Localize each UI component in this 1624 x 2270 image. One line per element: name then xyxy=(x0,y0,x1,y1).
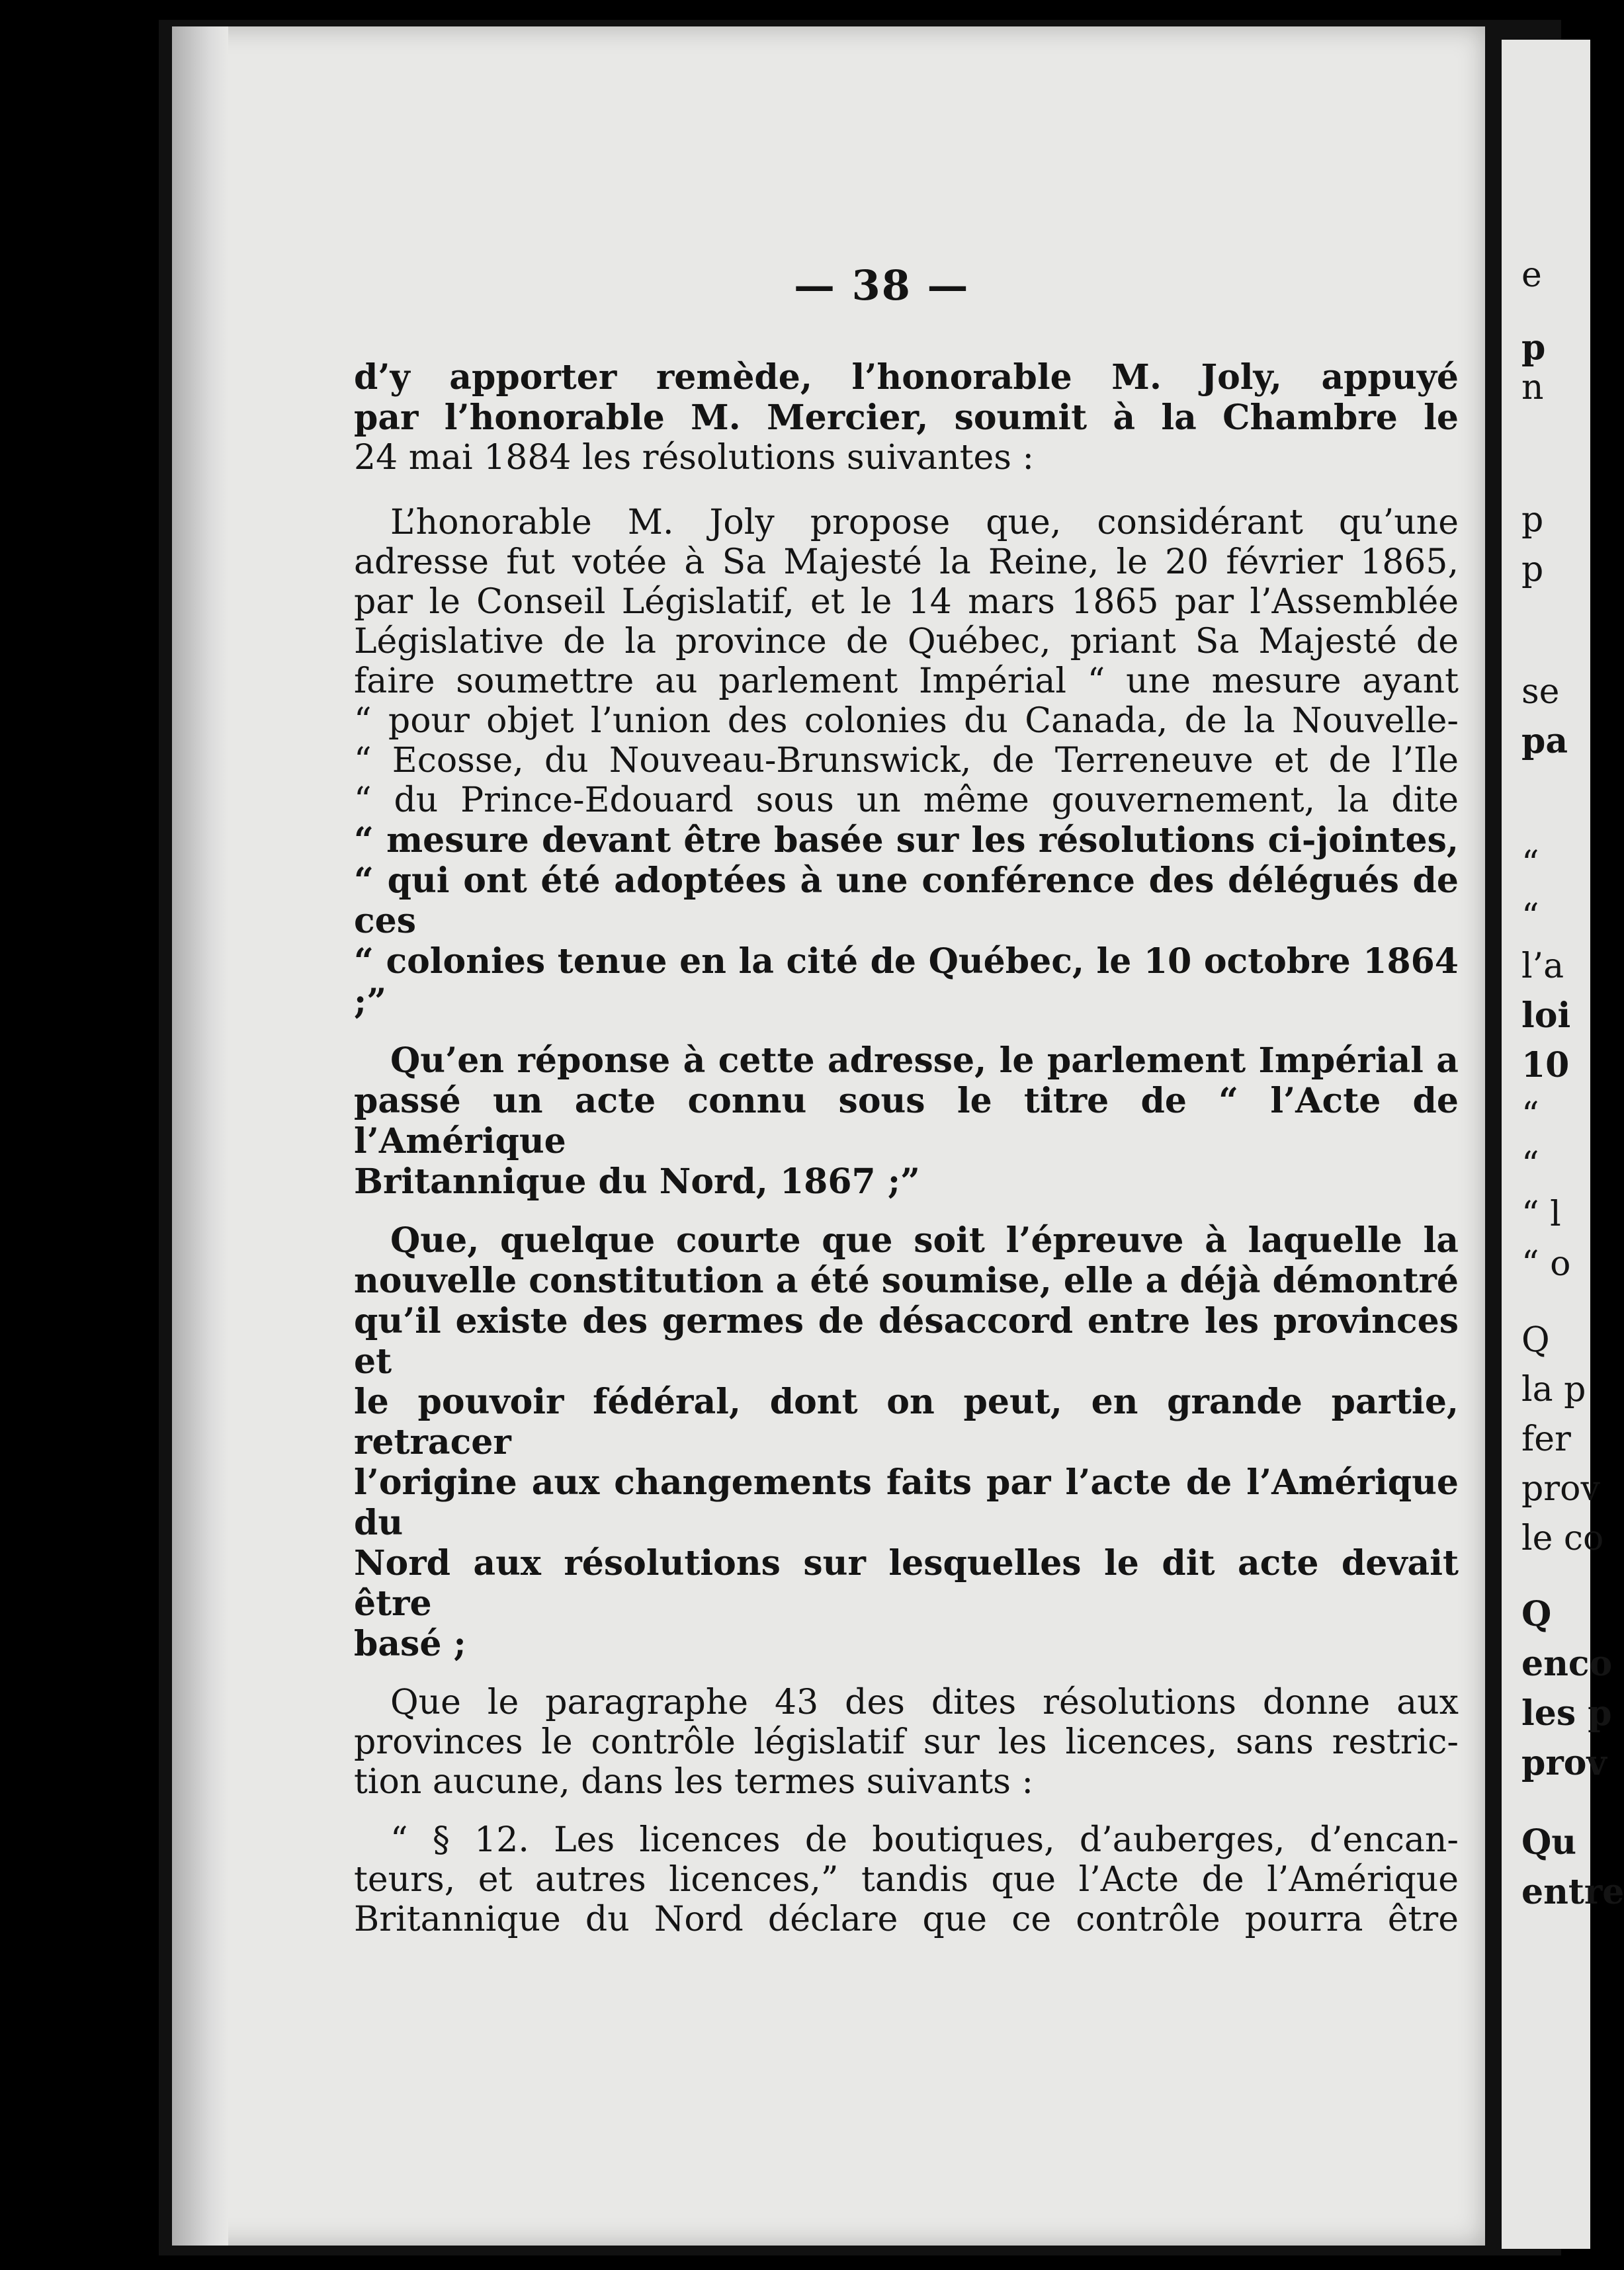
text-line: Que le paragraphe 43 des dites résolutions donne aux xyxy=(390,1683,1459,1722)
facing-text-fragment: n xyxy=(1521,368,1544,407)
paragraph-1 xyxy=(354,357,1459,478)
text-line: “ du Prince-Edouard sous un même gouvernement, la dite xyxy=(354,780,1459,820)
paragraph-2 xyxy=(354,503,1459,1022)
facing-text-fragment: “ xyxy=(1521,897,1539,937)
facing-text-fragment: l’a xyxy=(1521,946,1564,986)
text-line: adresse fut votée à Sa Majesté la Reine, le 20 février 1865, xyxy=(354,542,1459,582)
text-line: Britannique du Nord déclare que ce contrôle pourra être xyxy=(354,1900,1459,1939)
text-line: Que, quelque courte que soit l’épreuve à laquelle la xyxy=(390,1220,1459,1261)
facing-text-fragment: loi xyxy=(1521,995,1571,1036)
page-number: — 38 — xyxy=(794,261,970,310)
facing-text-fragment: entre xyxy=(1521,1872,1624,1912)
facing-text-fragment: p xyxy=(1521,327,1546,368)
text-line: tion aucune, dans les termes suivants : xyxy=(354,1762,1034,1802)
facing-text-fragment: p xyxy=(1521,550,1544,589)
text-line: par le Conseil Législatif, et le 14 mars 1865 par l’Assemblée xyxy=(354,582,1459,622)
text-line: nouvelle constitution a été soumise, elle a déjà démontré xyxy=(354,1261,1459,1301)
facing-page-edge xyxy=(1502,40,1624,2249)
text-line: Britannique du Nord, 1867 ;” xyxy=(354,1161,920,1202)
text-line: faire soumettre au parlement Impérial “ une mesure ayant xyxy=(354,661,1459,701)
facing-text-fragment: la p xyxy=(1521,1370,1586,1409)
facing-text-fragment: se xyxy=(1521,672,1560,712)
text-line: “ mesure devant être basée sur les résolutions ci-jointes, xyxy=(354,820,1459,861)
facing-text-fragment: le co xyxy=(1521,1519,1604,1558)
text-line: L’honorable M. Joly propose que, considérant qu’une xyxy=(390,503,1459,542)
page-body xyxy=(354,357,1459,1939)
facing-text-fragment: “ xyxy=(1521,1095,1539,1135)
text-line: “ § 12. Les licences de boutiques, d’auberges, d’encan- xyxy=(390,1820,1459,1860)
facing-text-fragment: “ o xyxy=(1521,1244,1571,1284)
facing-text-fragment: les p xyxy=(1521,1693,1612,1734)
paragraph-3 xyxy=(354,1040,1459,1202)
text-line: passé un acte connu sous le titre de “ l’Acte de l’Amérique xyxy=(354,1081,1459,1161)
text-line: “ qui ont été adoptées à une conférence des délégués de ces xyxy=(354,861,1459,941)
text-line: Nord aux résolutions sur lesquelles le dit acte devait être xyxy=(354,1543,1459,1624)
text-line: d’y apporter remède, l’honorable M. Joly, appuyé xyxy=(354,357,1459,398)
page-gutter xyxy=(172,26,228,2246)
facing-text-fragment: prov xyxy=(1521,1743,1607,1783)
paragraph-5 xyxy=(354,1683,1459,1802)
facing-text-fragment: “ xyxy=(1521,1145,1539,1185)
text-line: le pouvoir fédéral, dont on peut, en grande partie, retracer xyxy=(354,1382,1459,1462)
text-line: qu’il existe des germes de désaccord entre les provinces et xyxy=(354,1301,1459,1382)
facing-text-fragment: pa xyxy=(1521,721,1568,761)
facing-text-fragment: e xyxy=(1521,255,1542,295)
text-line: Qu’en réponse à cette adresse, le parlement Impérial a xyxy=(390,1040,1459,1081)
text-line: Législative de la province de Québec, priant Sa Majesté de xyxy=(354,622,1459,661)
text-line: par l’honorable M. Mercier, soumit à la Chambre le xyxy=(354,398,1459,438)
facing-text-fragment: “ l xyxy=(1521,1195,1561,1234)
facing-text-fragment: Q xyxy=(1521,1320,1550,1360)
text-line: provinces le contrôle législatif sur les licences, sans restric- xyxy=(354,1722,1459,1762)
facing-text-fragment: fer xyxy=(1521,1419,1571,1459)
text-line: basé ; xyxy=(354,1624,466,1664)
text-line: “ colonies tenue en la cité de Québec, le 10 octobre 1864 ;” xyxy=(354,941,1459,1022)
facing-text-fragment: p xyxy=(1521,500,1544,540)
facing-text-fragment: prov xyxy=(1521,1469,1600,1509)
facing-text-fragment: Qu xyxy=(1521,1822,1577,1863)
text-line: “ pour objet l’union des colonies du Canada, de la Nouvelle- xyxy=(354,701,1459,741)
facing-text-fragment: 10 xyxy=(1521,1045,1570,1085)
paragraph-4 xyxy=(354,1220,1459,1664)
paragraph-6 xyxy=(354,1820,1459,1939)
text-line: teurs, et autres licences,” tandis que l’Acte de l’Amérique xyxy=(354,1860,1459,1900)
facing-text-fragment: Q xyxy=(1521,1594,1552,1634)
text-line: l’origine aux changements faits par l’acte de l’Amérique du xyxy=(354,1462,1459,1543)
text-line: 24 mai 1884 les résolutions suivantes : xyxy=(354,438,1035,478)
facing-text-fragment: enco xyxy=(1521,1644,1613,1684)
facing-text-fragment: “ xyxy=(1521,844,1539,884)
text-line: “ Ecosse, du Nouveau-Brunswick, de Terreneuve et de l’Ile xyxy=(354,741,1459,780)
